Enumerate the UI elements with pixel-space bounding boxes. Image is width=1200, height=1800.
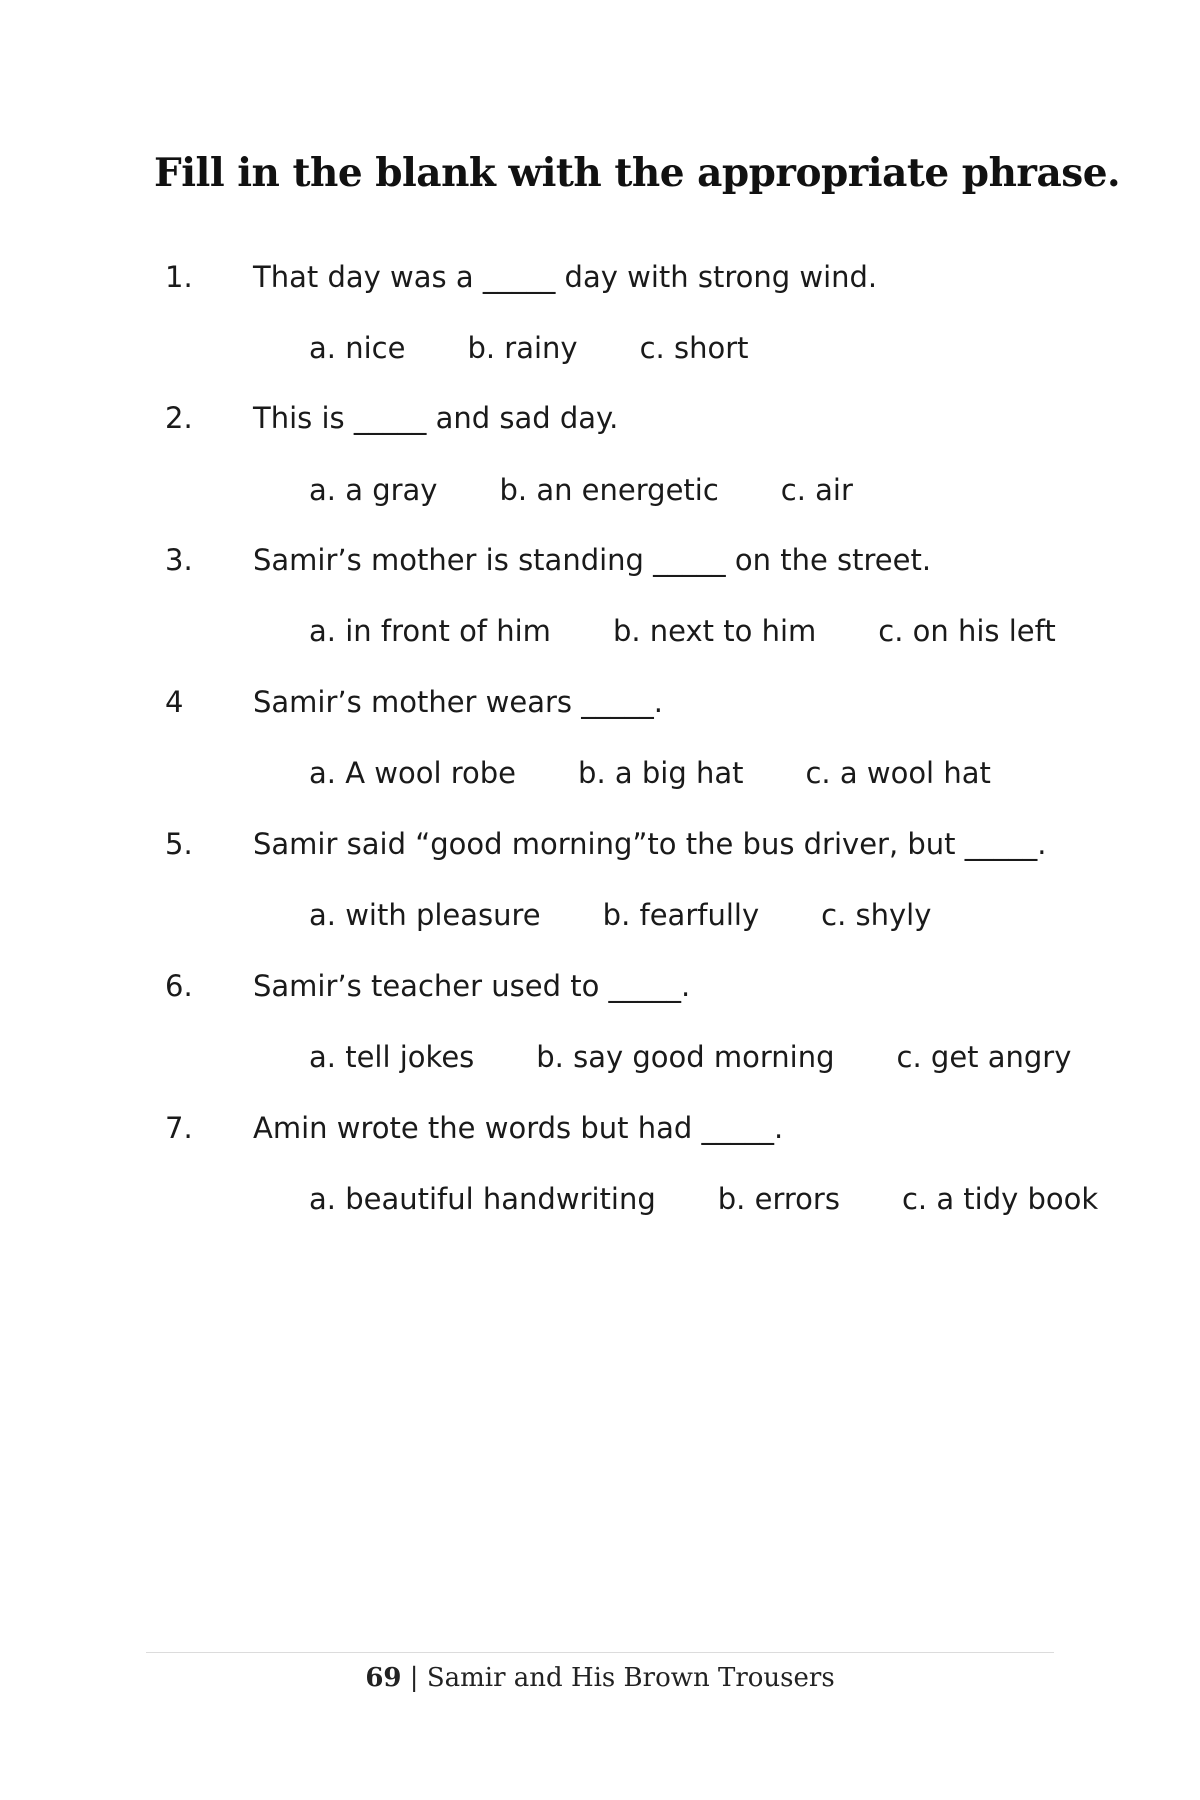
question-number: 6. — [165, 969, 193, 1003]
question-text: Samir’s mother is standing _____ on the street. — [253, 543, 932, 577]
footer-divider — [146, 1652, 1054, 1653]
book-title: Samir and His Brown Trousers — [426, 1663, 835, 1693]
option-b: b. say good morning — [536, 1040, 835, 1074]
question-number: 2. — [165, 401, 193, 435]
question-number: 3. — [165, 543, 193, 577]
answer-options — [309, 611, 1056, 651]
page-number: 69 — [365, 1663, 402, 1693]
option-c: c. air — [780, 473, 853, 507]
option-c: c. shyly — [821, 898, 932, 932]
option-a: a. with pleasure — [309, 898, 541, 932]
option-b: b. rainy — [467, 331, 578, 365]
page-title: Fill in the blank with the appropriate phrase. — [154, 150, 1121, 196]
footer-separator: | — [401, 1663, 427, 1693]
question-item — [0, 966, 1200, 1006]
option-a: a. a gray — [309, 473, 438, 507]
option-b: b. a big hat — [578, 756, 744, 790]
option-c: c. get angry — [896, 1040, 1072, 1074]
option-c: c. a wool hat — [805, 756, 991, 790]
answer-options — [309, 1179, 1098, 1219]
question-number: 4 — [165, 685, 184, 719]
option-a: a. nice — [309, 331, 406, 365]
answer-options — [309, 1037, 1071, 1077]
question-number: 5. — [165, 827, 193, 861]
page-footer — [0, 1660, 1200, 1696]
option-b: b. next to him — [612, 614, 817, 648]
question-text: Amin wrote the words but had _____. — [253, 1111, 784, 1145]
question-text: Samir said “good morning”to the bus driver, but _____. — [253, 827, 1047, 861]
option-c: c. on his left — [878, 614, 1056, 648]
question-text: Samir’s teacher used to _____. — [253, 969, 691, 1003]
answer-options — [309, 753, 991, 793]
answer-options — [309, 470, 853, 510]
option-a: a. beautiful handwriting — [309, 1182, 656, 1216]
question-text: That day was a _____ day with strong wind. — [253, 260, 878, 294]
question-item — [0, 257, 1200, 297]
question-text: This is _____ and sad day. — [253, 401, 619, 435]
question-item — [0, 540, 1200, 580]
option-a: a. A wool robe — [309, 756, 517, 790]
option-c: c. short — [639, 331, 749, 365]
option-a: a. in front of him — [309, 614, 551, 648]
option-a: a. tell jokes — [309, 1040, 475, 1074]
option-c: c. a tidy book — [901, 1182, 1099, 1216]
option-b: b. fearfully — [602, 898, 760, 932]
question-number: 7. — [165, 1111, 193, 1145]
answer-options — [309, 328, 748, 368]
answer-options — [309, 895, 931, 935]
option-b: b. errors — [717, 1182, 840, 1216]
question-item — [0, 398, 1200, 438]
question-item — [0, 682, 1200, 722]
question-item — [0, 1108, 1200, 1148]
option-b: b. an energetic — [499, 473, 719, 507]
question-text: Samir’s mother wears _____. — [253, 685, 663, 719]
question-number: 1. — [165, 260, 193, 294]
question-item — [0, 824, 1200, 864]
